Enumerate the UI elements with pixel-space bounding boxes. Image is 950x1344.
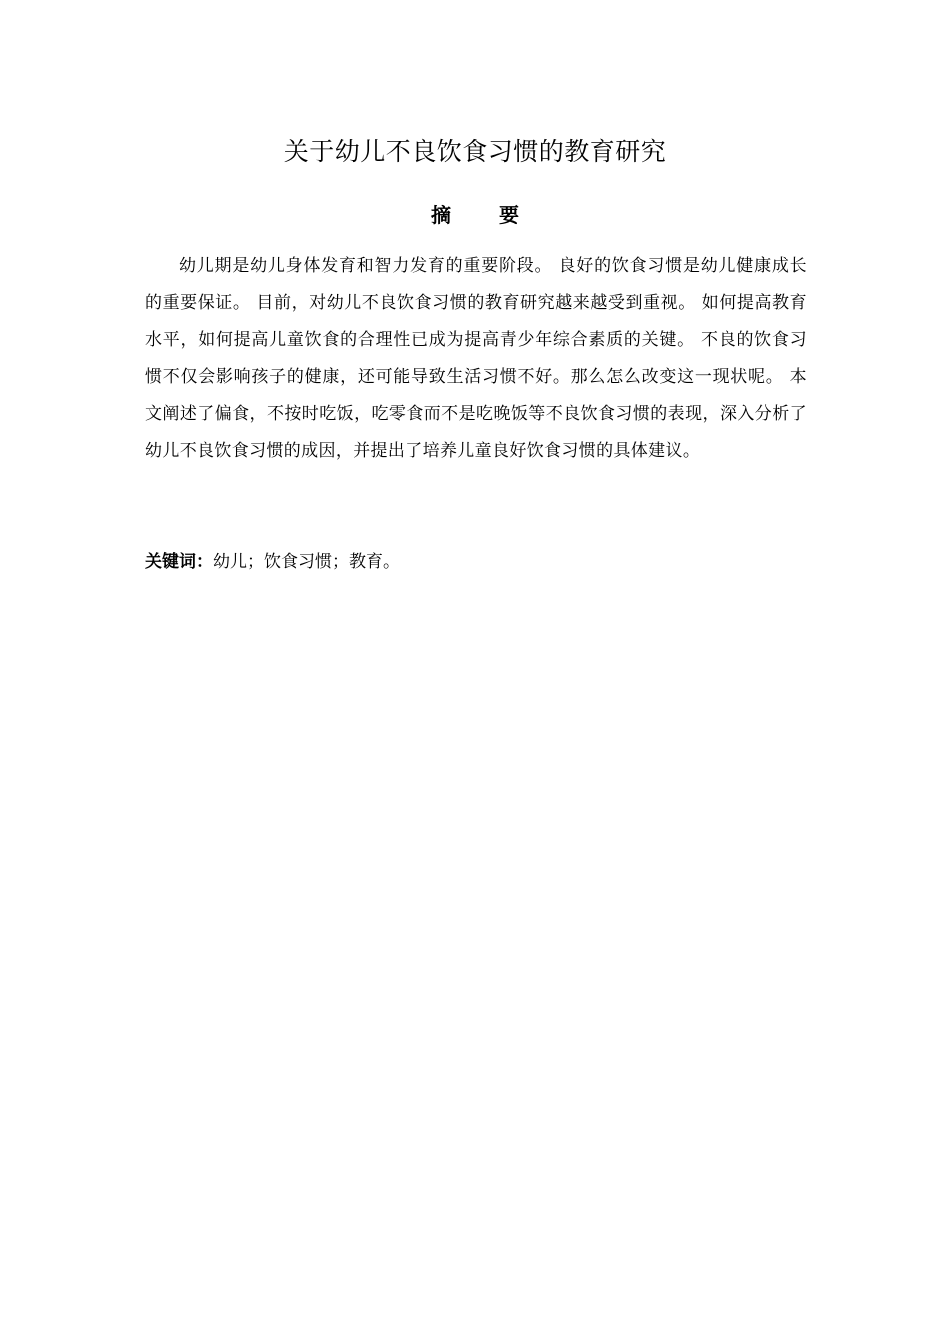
abstract-heading-char-2: 要 <box>499 203 519 227</box>
abstract-heading-char-1: 摘 <box>431 203 451 227</box>
keywords-value: 幼儿；饮食习惯；教育。 <box>213 552 400 572</box>
keywords-line <box>145 545 807 579</box>
abstract-paragraph: 幼儿期是幼儿身体发育和智力发育的重要阶段。 良好的饮食习惯是幼儿健康成长的重要保证。 目前，对幼儿不良饮食习惯的教育研究越来越受到重视。 如何提高教育水平，如何提高儿童饮食的合理性已成为提高青少年综合素质的关键。 不良的饮食习惯不仅会影响孩子的健康，还可能导致生活习惯不好。那么怎么改变这一现状呢。 本文阐述了偏食，不按时吃饭，吃零食而不是吃晚饭等不良饮食习惯的表现，深入分析了幼儿不良饮食习惯的成因，并提出了培养儿童良好饮食习惯的具体建议。 <box>145 256 807 461</box>
abstract-heading <box>0 198 950 232</box>
keywords-label: 关键词： <box>145 552 213 572</box>
document-title: 关于幼儿不良饮食习惯的教育研究 <box>283 137 667 166</box>
